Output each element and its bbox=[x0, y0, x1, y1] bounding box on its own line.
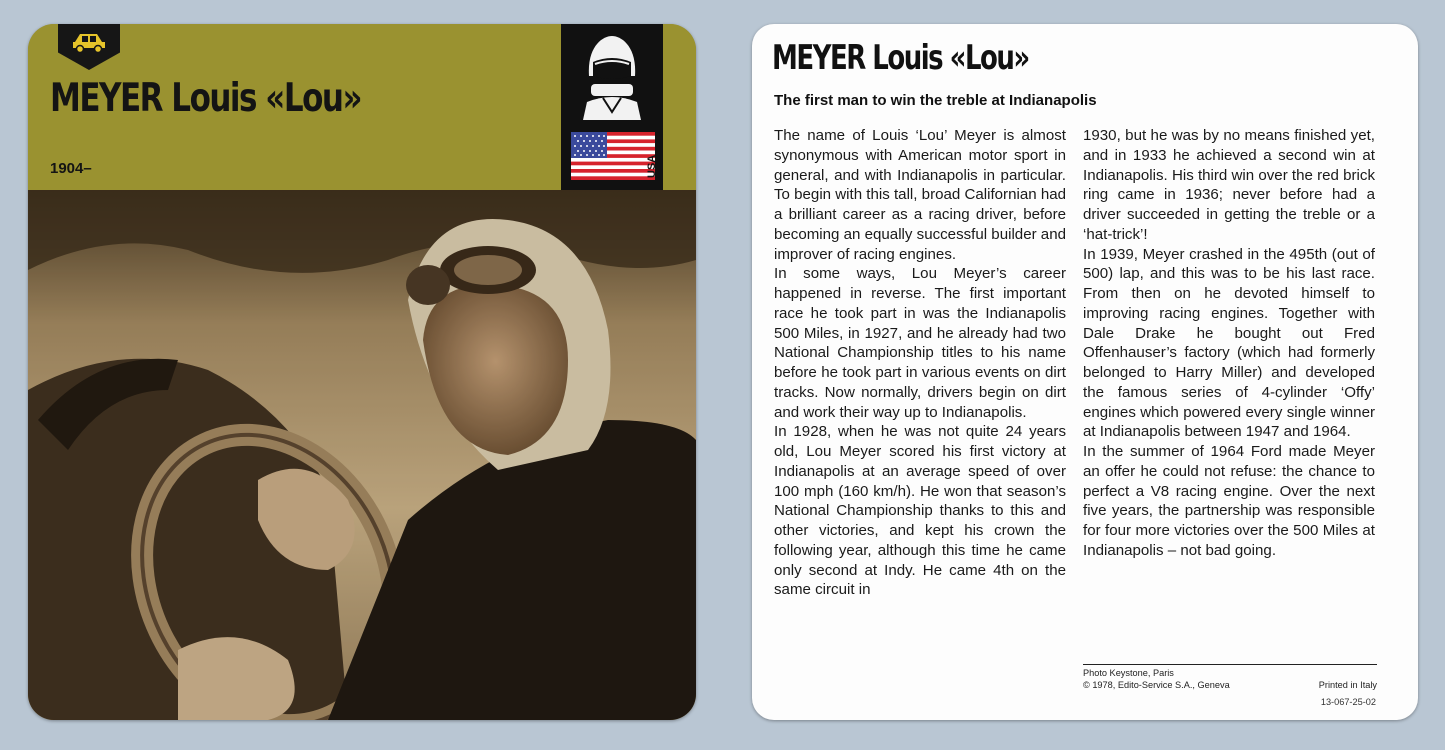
usa-flag-icon bbox=[571, 132, 655, 180]
portrait-photo bbox=[28, 190, 696, 720]
card-code: 13-067-25-02 bbox=[1320, 697, 1376, 707]
country-label: USA bbox=[646, 154, 658, 178]
card-front bbox=[28, 24, 696, 720]
front-years: 1904– bbox=[50, 160, 92, 177]
paragraph: In the summer of 1964 Ford made Meyer an offer he could not refuse: the chance to perfect a V8 racing engine. Over the next five years, the partnership was responsible for four more victories over the 500 Miles at Indianapolis – not bad going. bbox=[1083, 443, 1375, 559]
racing-helmet-icon bbox=[581, 32, 643, 120]
copyright: © 1978, Edito-Service S.A., Geneva bbox=[1083, 679, 1230, 690]
paragraph: In some ways, Lou Meyer’s career happened in reverse. The first important race he took part in was the Indianapolis 500 Miles, in 1927, and he already had two National Championship titles to his name before he took part in various events on dirt tracks. Now normally, drivers begin on dirt and work their way up to Indianapolis. bbox=[774, 265, 1066, 421]
printed-in: Printed in Italy bbox=[1318, 679, 1377, 690]
card-back bbox=[752, 24, 1418, 720]
paragraph: The name of Louis ‘Lou’ Meyer is almost synonymous with American motor sport in general, and with Indianapolis in particular. To begin with this tall, broad Californian had a brilliant career as a racing driver, before becoming an equally successful builder and improver of racing engines. bbox=[774, 127, 1066, 263]
back-subtitle: The first man to win the treble at Indianapolis bbox=[774, 92, 1097, 109]
front-header bbox=[28, 24, 696, 190]
photo-credit: Photo Keystone, Paris bbox=[1083, 668, 1174, 678]
text-column-1 bbox=[774, 126, 1066, 702]
category-badge bbox=[58, 24, 120, 70]
front-driver-name: MEYER Louis «Lou» bbox=[50, 76, 361, 121]
card-footer bbox=[1083, 664, 1377, 691]
paragraph: In 1939, Meyer crashed in the 495th (out of 500) lap, and this was to be his last race. From then on he devoted himself to improving racing engines. Together with Dale Drake he bought out Fred Offenhauser’s factory (which had formerly belonged to Harry Miller) and developed the famous series of 4-cylinder ‘Offy’ engines which powered every single winner at Indianapolis between 1947 and 1964. bbox=[1083, 245, 1375, 441]
racing-car-icon bbox=[71, 31, 107, 53]
back-driver-name: MEYER Louis «Lou» bbox=[772, 39, 1029, 78]
paragraph: 1930, but he was by no means finished yet, and in 1933 he achieved a second win at Indianapolis. His third win over the red brick ring came in 1936; never before had a driver succeeded in getting the treble or a ‘hat-trick’! bbox=[1083, 127, 1375, 243]
paragraph: In 1928, when he was not quite 24 years old, Lou Meyer scored his first victory at Indianapolis at an average speed of over 100 mph (160 km/h). He won that season’s National Championship thanks to this and other victories, and kept his crown the following year, although this time he came only second at Indy. He came 4th on the same circuit in bbox=[774, 423, 1066, 599]
text-column-2 bbox=[1083, 126, 1375, 702]
